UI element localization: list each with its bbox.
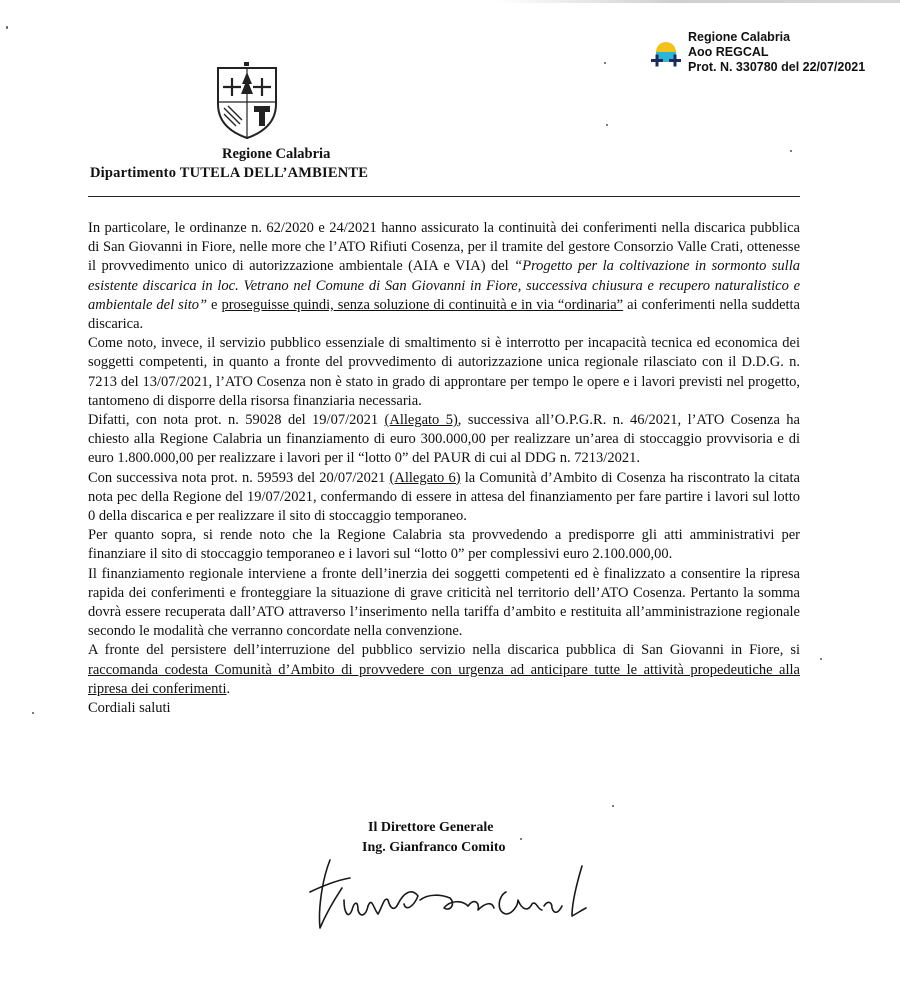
scan-speck <box>604 62 606 64</box>
recommendation-phrase: raccomanda codesta Comunità d’Ambito di provvedere con urgenza ad anticipare tutte le attività propedeutiche alla ripresa dei conferimenti <box>88 661 800 697</box>
region-name: Regione Calabria <box>222 146 331 162</box>
department-name: Dipartimento TUTELA DELL’AMBIENTE <box>90 165 369 181</box>
stamp-line-1: Regione Calabria <box>688 30 791 44</box>
paragraph-1: In particolare, le ordinanze n. 62/2020 e 24/2021 hanno assicurato la continuità dei conferimenti nella discarica pubblica di San Giovanni in Fiore, nelle more che l’ATO Rifiuti Cosenza, per il tramite del gestore Consorzio Valle Crati, ottenesse il provvedimento unico di autorizzazione ambientale (AIA e VIA) del “Progetto per la coltivazione in sormonto sulla esistente discarica in loc. Vetrano nel Comune di San Giovanni in Fiore, successiva chiusura e recupero naturalistico e ambientale del sito” e proseguisse quindi, senza soluzione di continuità e in via “ordinaria” ai conferimenti nella suddetta discarica. <box>88 220 800 333</box>
signatory-name: Ing. Gianfranco Comito <box>362 840 506 855</box>
scan-speck <box>6 26 8 29</box>
handwritten-signature-icon <box>300 830 600 940</box>
scan-speck <box>820 658 822 660</box>
paragraph-4: Con successiva nota prot. n. 59593 del 20/07/2021 (Allegato 6) la Comunità d’Ambito di Cosenza ha riscontrato la citata nota pec della Regione del 19/07/2021, confermando di essere in attesa del finanziamento per fare partire i lavori sul lotto 0 della discarica e per realizzare il sito di stoccaggio temporaneo. <box>88 469 800 525</box>
protocol-stamp <box>648 30 893 80</box>
stamp-line-2: Aoo REGCAL <box>688 45 769 59</box>
attachment-6-ref: (Allegato 6) <box>389 469 461 486</box>
scan-speck <box>606 124 608 126</box>
regione-calabria-logo-icon <box>648 38 684 74</box>
scan-speck <box>32 712 34 714</box>
stamp-line-3: Prot. N. 330780 del 22/07/2021 <box>688 60 866 74</box>
project-title: “Progetto per la coltivazione in sormonto sulla esistente discarica in loc. Vetrano nel Comune di San Giovanni in Fiore, successiva chiusura e recupero naturalistico e ambientale del sito” <box>88 258 800 313</box>
header-divider <box>88 196 800 197</box>
paragraph-7: A fronte del persistere dell’interruzione del pubblico servizio nella discarica pubblica di San Giovanni in Fiore, si raccomanda codesta Comunità d’Ambito di provvedere con urgenza ad anticipare tutte le attività propedeutiche alla ripresa dei conferimenti. <box>88 642 800 697</box>
calabria-seal-icon <box>212 62 282 142</box>
signatory-title: Il Direttore Generale <box>368 820 494 835</box>
scan-speck <box>612 805 614 807</box>
attachment-5-ref: (Allegato 5) <box>384 412 458 429</box>
letter-body <box>88 219 800 718</box>
paragraph-2: Come noto, invece, il servizio pubblico essenziale di smaltimento si è interrotto per incapacità tecnica ed economica dei soggetti competenti, in quanto a fronte del provvedimento di autorizzazione unica regionale rilasciato con il D.D.G. n. 7213 del 13/07/2021, l’ATO Cosenza non è stato in grado di approntare per tempo le opere e i lavori previsti nel progetto, tantomeno di disporre della risorsa finanziaria necessaria. <box>88 335 800 409</box>
underlined-phrase: proseguisse quindi, senza soluzione di continuità e in via “ordinaria” <box>221 296 624 313</box>
scan-speck <box>790 150 792 152</box>
paragraph-3: Difatti, con nota prot. n. 59028 del 19/07/2021 (Allegato 5), successiva all’O.P.G.R. n. 46/2021, l’ATO Cosenza ha chiesto alla Regione Calabria un finanziamento di euro 300.000,00 per realizzare un’area di stoccaggio provvisoria e di euro 1.800.000,00 per realizzare i lavori per il “lotto 0” del PAUR di cui al DDG n. 7213/2021. <box>88 412 800 467</box>
closing-greeting: Cordiali saluti <box>88 700 171 717</box>
paragraph-6: Il finanziamento regionale interviene a fronte dell’inerzia dei soggetti competenti ed è finalizzato a consentire la ripresa rapida dei conferimenti e fronteggiare la situazione di grave criticità nel territorio dell’ATO Cosenza. Pertanto la somma dovrà essere recuperata dall’ATO attraverso l’inserimento nella tariffa d’ambito e restituita all’amministrazione regionale secondo le modalità che verranno concordate nella convenzione. <box>88 565 800 640</box>
scan-edge <box>0 0 900 3</box>
paragraph-5: Per quanto sopra, si rende noto che la Regione Calabria sta provvedendo a predisporre gli atti amministrativi per finanziare il sito di stoccaggio temporaneo e i lavori sul “lotto 0” per complessivi euro 2.100.000,00. <box>88 527 800 563</box>
scan-speck <box>520 838 522 840</box>
